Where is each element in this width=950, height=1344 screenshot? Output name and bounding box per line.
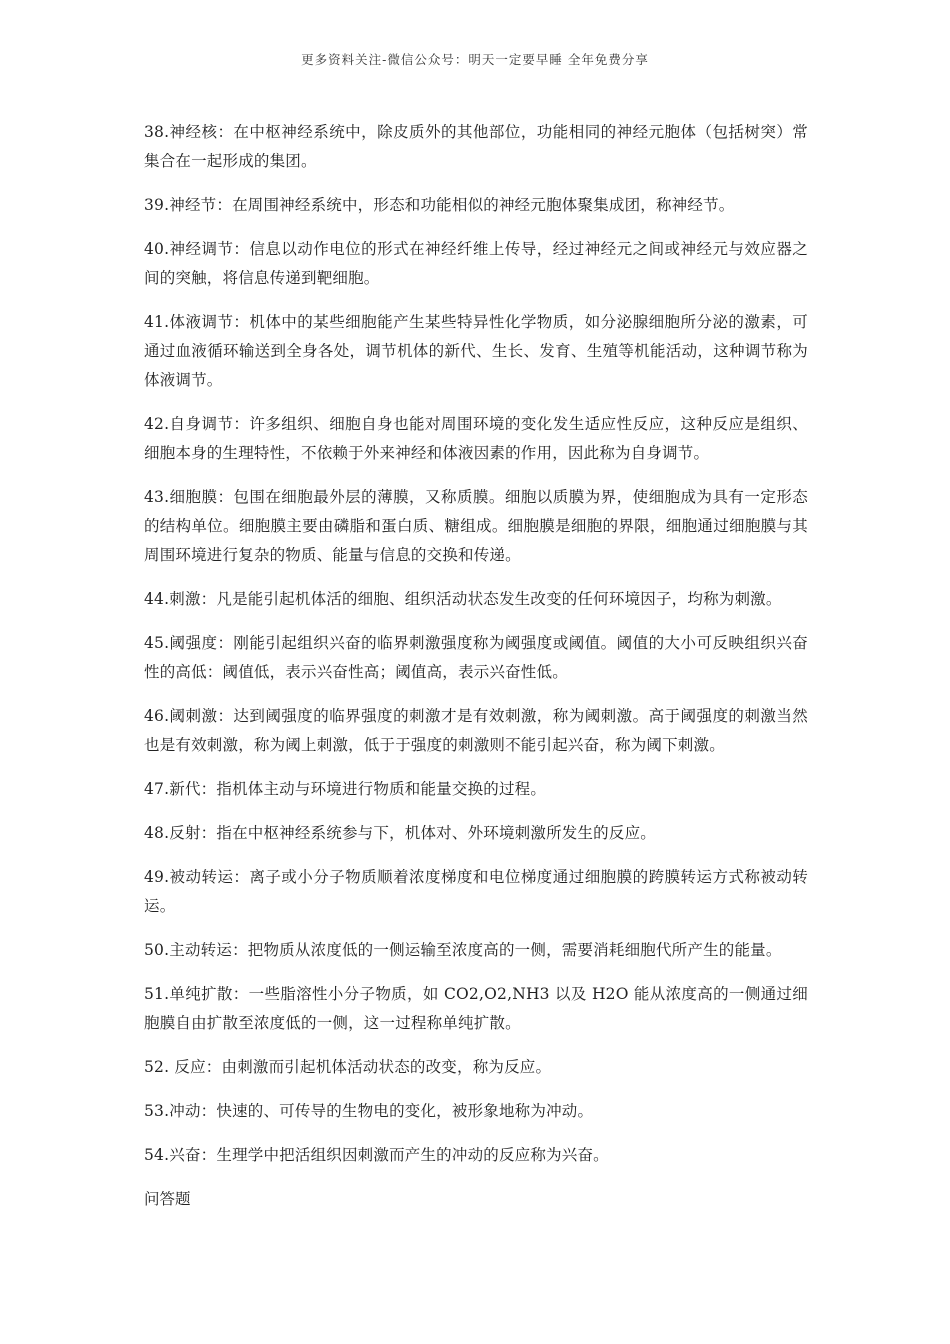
- definition-item: [144, 863, 808, 921]
- definition-item: [144, 980, 808, 1038]
- definition-item: [144, 629, 808, 687]
- item-number: 42.: [144, 415, 170, 433]
- item-text: 阈强度：刚能引起组织兴奋的临界刺激强度称为阈强度或阈值。阈值的大小可反映组织兴奋性的高低：阈值低，表示兴奋性高；阈值高，表示兴奋性低。: [144, 634, 808, 681]
- definition-item: [144, 936, 808, 965]
- item-number: 44.: [144, 590, 170, 608]
- item-text: 单纯扩散：一些脂溶性小分子物质，如 CO2,O2,NH3 以及 H2O 能从浓度高的一侧通过细胞膜自由扩散至浓度低的一侧，这一过程称单纯扩散。: [144, 985, 808, 1032]
- item-number: 46.: [144, 707, 170, 725]
- definition-item: [144, 118, 808, 176]
- item-number: 52.: [144, 1058, 170, 1076]
- item-number: 38.: [144, 123, 170, 141]
- definition-item: [144, 819, 808, 848]
- page-header: 更多资料关注-微信公众号：明天一定要早睡 全年免费分享: [301, 52, 649, 67]
- item-text: 神经核：在中枢神经系统中，除皮质外的其他部位，功能相同的神经元胞体（包括树突）常集合在一起形成的集团。: [144, 123, 808, 170]
- definition-item: [144, 483, 808, 570]
- definition-item: [144, 585, 808, 614]
- item-text: 自身调节：许多组织、细胞自身也能对周围环境的变化发生适应性反应，这种反应是组织、细胞本身的生理特性，不依赖于外来神经和体液因素的作用，因此称为自身调节。: [144, 415, 808, 462]
- item-number: 41.: [144, 313, 170, 331]
- item-number: 43.: [144, 488, 170, 506]
- item-number: 53.: [144, 1102, 170, 1120]
- definition-item: [144, 308, 808, 395]
- definition-item: [144, 235, 808, 293]
- item-text: 兴奋：生理学中把活组织因刺激而产生的冲动的反应称为兴奋。: [169, 1146, 609, 1164]
- item-text: 冲动：快速的、可传导的生物电的变化，被形象地称为冲动。: [169, 1102, 594, 1120]
- item-number: 47.: [144, 780, 170, 798]
- definition-item: [144, 775, 808, 804]
- item-text: 反应：由刺激而引起机体活动状态的改变，称为反应。: [169, 1058, 552, 1076]
- item-text: 阈刺激：达到阈强度的临界强度的刺激才是有效刺激，称为阈刺激。高于阈强度的刺激当然也是有效刺激，称为阈上刺激，低于于强度的刺激则不能引起兴奋，称为阈下刺激。: [144, 707, 808, 754]
- item-text: 神经节：在周围神经系统中，形态和功能相似的神经元胞体聚集成团，称神经节。: [169, 196, 735, 214]
- item-number: 39.: [144, 196, 170, 214]
- definition-item: [144, 1053, 808, 1082]
- section-title: 问答题: [144, 1190, 191, 1208]
- item-number: 50.: [144, 941, 170, 959]
- definition-item: [144, 1141, 808, 1170]
- item-number: 45.: [144, 634, 170, 652]
- definition-item: [144, 702, 808, 760]
- document-body: [144, 118, 808, 1214]
- item-text: 刺激：凡是能引起机体活的细胞、组织活动状态发生改变的任何环境因子，均称为刺激。: [169, 590, 782, 608]
- item-number: 48.: [144, 824, 170, 842]
- item-number: 54.: [144, 1146, 170, 1164]
- item-text: 主动转运：把物质从浓度低的一侧运输至浓度高的一侧，需要消耗细胞代所产生的能量。: [169, 941, 782, 959]
- item-text: 体液调节：机体中的某些细胞能产生某些特异性化学物质，如分泌腺细胞所分泌的激素，可通过血液循环输送到全身各处，调节机体的新代、生长、发育、生殖等机能活动，这种调节称为体液调节。: [144, 313, 808, 389]
- definition-item: [144, 410, 808, 468]
- definition-item: [144, 1097, 808, 1126]
- item-text: 神经调节：信息以动作电位的形式在神经纤维上传导，经过神经元之间或神经元与效应器之间的突触，将信息传递到靶细胞。: [144, 240, 808, 287]
- item-number: 40.: [144, 240, 170, 258]
- item-text: 被动转运：离子或小分子物质顺着浓度梯度和电位梯度通过细胞膜的跨膜转运方式称被动转运。: [144, 868, 808, 915]
- item-number: 49.: [144, 868, 170, 886]
- item-number: 51.: [144, 985, 170, 1003]
- item-text: 新代：指机体主动与环境进行物质和能量交换的过程。: [169, 780, 547, 798]
- item-text: 细胞膜：包围在细胞最外层的薄膜，又称质膜。细胞以质膜为界，使细胞成为具有一定形态的结构单位。细胞膜主要由磷脂和蛋白质、糖组成。细胞膜是细胞的界限，细胞通过细胞膜与其周围环境进行复杂的物质、能量与信息的交换和传递。: [144, 488, 808, 564]
- item-text: 反射：指在中枢神经系统参与下，机体对、外环境刺激所发生的反应。: [169, 824, 656, 842]
- definition-item: [144, 191, 808, 220]
